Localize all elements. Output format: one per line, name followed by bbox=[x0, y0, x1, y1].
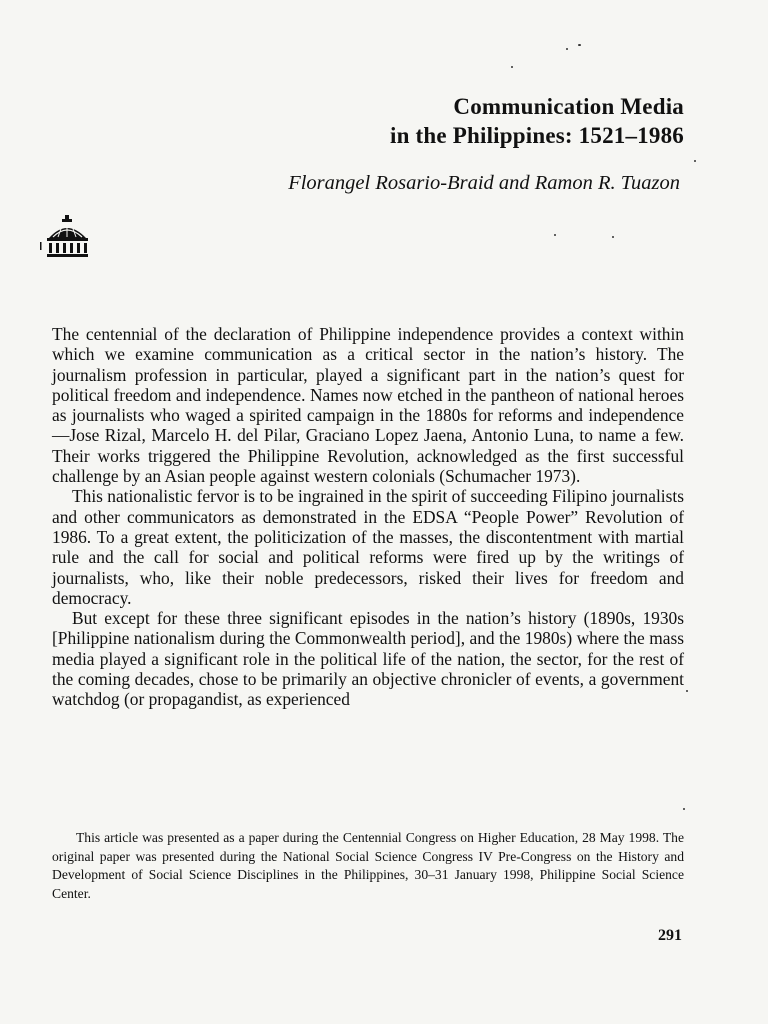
scan-speck bbox=[566, 48, 568, 50]
article-authors: Florangel Rosario-Braid and Ramon R. Tuazon bbox=[288, 172, 680, 194]
scan-speck bbox=[686, 690, 688, 692]
body-paragraph-3: But except for these three significant episodes in the nation’s history (1890s, 1930s [Philippine nationalism during the Commonwealth period], and the 1980s) where the mass media played a significant role in the political life of the nation, the sector, for the rest of the coming decades, chose to be primarily an objective chronicler of events, a government watchdog (or propagandist, as experienced bbox=[52, 608, 684, 710]
scan-speck bbox=[554, 234, 556, 236]
body-paragraph-1: The centennial of the declaration of Philippine independence provides a context within which we examine communication as a critical sector in the nation’s history. The journalism profession in particular, played a significant part in the nation’s quest for political freedom and independence. Names now etched in the pantheon of national heroes as journalists who waged a spirited campaign in the 1880s for reforms and independence—Jose Rizal, Marcelo H. del Pilar, Graciano Lopez Jaena, Antonio Luna, to name a few. Their works triggered the Philippine Revolution, acknowledged as the first successful challenge by an Asian people against western colonials (Schumacher 1973). bbox=[52, 324, 684, 487]
scan-speck bbox=[694, 160, 696, 162]
scan-speck bbox=[612, 236, 614, 238]
footnote: This article was presented as a paper during the Centennial Congress on Higher Education, 28 May 1998. The original paper was presented during the National Social Science Congress IV Pre-Congress on the History and Development of Social Science Disciplines in the Philippines, 30–31 January 1998, Philippine Social Science Center. bbox=[52, 830, 684, 901]
body-paragraph-2: This nationalistic fervor is to be ingrained in the spirit of succeeding Filipino journalists and other communicators as demonstrated in the EDSA “People Power” Revolution of 1986. To a great extent, the politicization of the masses, the discontentment with martial rule and the call for social and political reforms were fired up by the writings of journalists, who, like their noble predecessors, risked their lives for freedom and democracy. bbox=[52, 486, 684, 608]
scan-speck bbox=[511, 66, 513, 68]
page-number: 291 bbox=[658, 927, 682, 944]
article-title-line-2: in the Philippines: 1521–1986 bbox=[390, 123, 684, 148]
scan-speck bbox=[578, 44, 581, 46]
university-building-icon bbox=[36, 212, 100, 262]
article-title-line-1: Communication Media bbox=[453, 94, 684, 119]
scan-speck bbox=[683, 808, 685, 810]
article-body bbox=[52, 324, 684, 710]
